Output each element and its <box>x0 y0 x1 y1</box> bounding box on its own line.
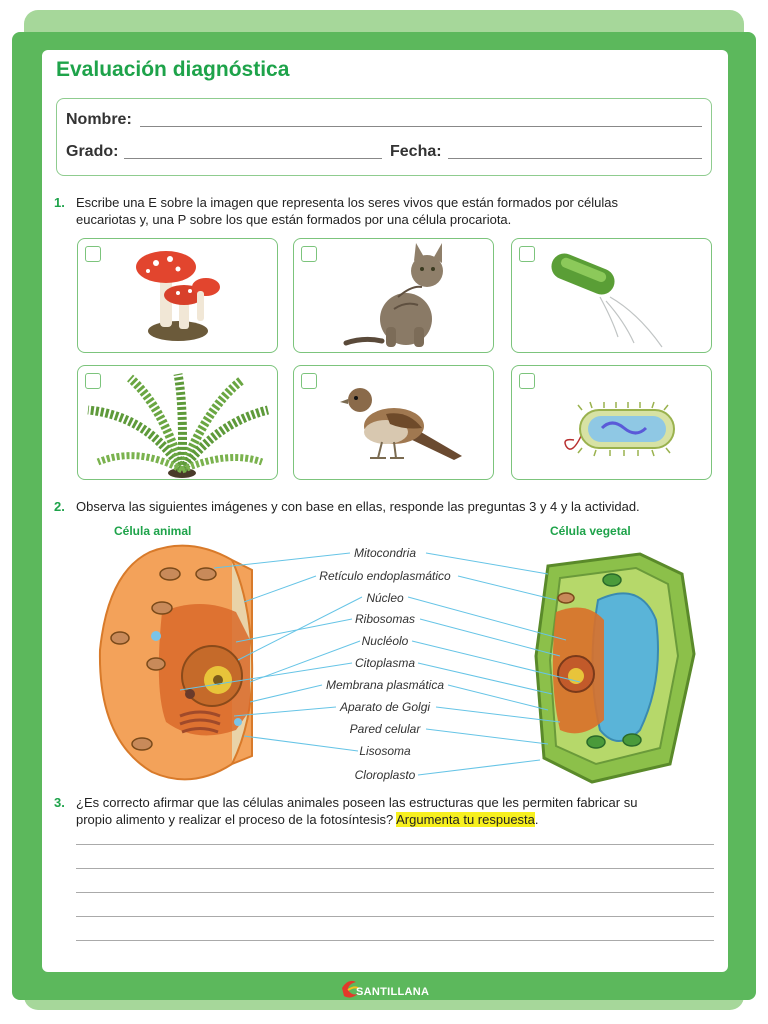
grade-label: Grado: <box>66 143 119 160</box>
question-2-number: 2. <box>54 499 65 514</box>
name-label: Nombre: <box>66 111 132 128</box>
question-1-text-line1: Escribe una E sobre la imagen que representa los seres vivos que están formados por células <box>76 195 618 210</box>
label-lysosome: Lisosoma <box>359 744 411 758</box>
question-3-number: 3. <box>54 795 65 810</box>
question-3-highlight: Argumenta tu respuesta <box>396 812 535 827</box>
answer-line[interactable] <box>76 844 714 845</box>
label-nucleolus: Nucléolo <box>361 634 409 648</box>
page-title: Evaluación diagnóstica <box>56 58 290 81</box>
question-1-text-line2: eucariotas y, una P sobre los que están formados por una célula procariota. <box>76 212 512 227</box>
date-label: Fecha: <box>390 143 442 160</box>
answer-line[interactable] <box>76 940 714 941</box>
label-endoplasmic-reticulum: Retículo endoplasmático <box>319 569 451 583</box>
label-plasma-membrane: Membrana plasmática <box>325 678 445 692</box>
animal-cell-illustration <box>100 546 252 780</box>
animal-cell-title: Célula animal <box>114 524 192 538</box>
question-2-text: Observa las siguientes imágenes y con base en ellas, responde las preguntas 3 y 4 y la actividad. <box>76 499 640 514</box>
label-cell-wall: Pared celular <box>349 722 421 736</box>
plant-cell-title: Célula vegetal <box>550 524 631 538</box>
question-3-text-line1: ¿Es correcto afirmar que las células animales poseen las estructuras que les permiten fabricar su <box>76 795 638 810</box>
answer-line[interactable] <box>76 868 714 869</box>
answer-line[interactable] <box>76 916 714 917</box>
label-cytoplasm: Citoplasma <box>354 656 416 670</box>
label-mitochondria: Mitocondria <box>353 546 417 560</box>
question-3-period: . <box>534 812 539 827</box>
question-1-number: 1. <box>54 195 65 210</box>
publisher-logo-text: SANTILLANA <box>356 986 430 998</box>
question-3-text-line2: propio alimento y realizar el proceso de la fotosíntesis? <box>76 812 394 827</box>
label-ribosomes: Ribosomas <box>354 612 416 626</box>
answer-line[interactable] <box>76 892 714 893</box>
label-nucleus: Núcleo <box>366 591 404 605</box>
label-chloroplast: Cloroplasto <box>354 768 416 782</box>
label-golgi-apparatus: Aparato de Golgi <box>339 700 431 714</box>
plant-cell-illustration <box>536 554 694 782</box>
question-3-text-line2-wrap <box>76 811 539 828</box>
question-3 <box>54 794 724 830</box>
